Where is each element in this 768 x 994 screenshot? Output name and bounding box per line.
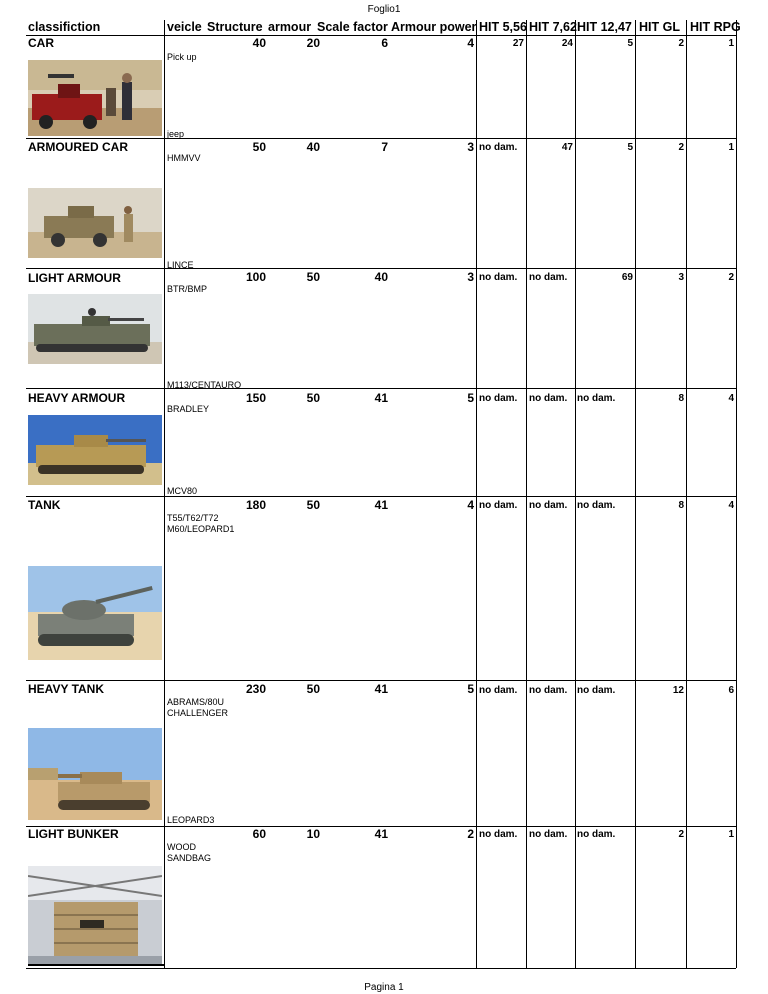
scale-factor-cell: 41 [374,827,388,841]
vehicle-name: MCV80 [167,486,198,496]
armour-power-cell: 3 [467,270,474,284]
armour-power-cell: 5 [467,391,474,405]
classification-cell: LIGHT ARMOUR [28,271,121,285]
header-structure: Structure [207,20,263,34]
header-hit-1247: HIT 12,47 [577,20,632,34]
grid-line [736,20,737,968]
hit-gl-cell: 3 [678,272,684,283]
armour-power-cell: 2 [467,827,474,841]
scale-factor-cell: 40 [374,270,388,284]
vehicle-name: SANDBAG [167,853,212,863]
vehicle-name: M60/LEOPARD1 [167,524,235,534]
scale-factor-cell: 41 [374,682,388,696]
header-hit-762: HIT 7,62 [529,20,577,34]
header-hit-rpg: HIT RPG [690,20,741,34]
hit-762-cell: 47 [561,142,573,153]
hit-gl-cell: 8 [678,500,684,511]
hit-556-cell: no dam. [479,142,518,153]
hit-556-cell: 27 [512,38,524,49]
vehicle-name: Pick up [167,52,197,62]
hit-1247-cell: no dam. [577,685,616,696]
classification-cell: CAR [28,36,54,50]
hit-556-cell: no dam. [479,272,518,283]
hit-gl-cell: 12 [672,685,684,696]
armour-cell: 20 [306,36,320,50]
header-armour: armour [268,20,312,34]
hit-1247-cell: no dam. [577,500,616,511]
vehicle-name: M113/CENTAURO [167,380,242,390]
row-divider [26,496,736,497]
bradley-photo [28,415,162,485]
hit-762-cell: no dam. [529,393,568,404]
hit-rpg-cell: 1 [728,829,734,840]
bmp-photo [28,294,162,364]
hit-1247-cell: 5 [627,38,633,49]
armour-cell: 50 [306,270,320,284]
vehicle-name: ABRAMS/80U [167,697,225,707]
hit-gl-cell: 8 [678,393,684,404]
hit-rpg-cell: 1 [728,38,734,49]
armour-cell: 50 [306,391,320,405]
row-divider [26,138,736,139]
vehicle-name: WOOD [167,842,196,852]
hit-556-cell: no dam. [479,393,518,404]
scale-factor-cell: 41 [374,498,388,512]
scale-factor-cell: 7 [381,140,388,154]
vehicle-name: LINCE [167,260,194,270]
page-footer: Pagina 1 [364,982,404,993]
hit-rpg-cell: 2 [728,272,734,283]
structure-cell: 40 [252,36,266,50]
armour-cell: 50 [306,682,320,696]
row-divider [26,268,736,269]
vehicle-name: BTR/BMP [167,284,208,294]
armour-power-cell: 3 [467,140,474,154]
t55-tank-photo [28,566,162,660]
hit-rpg-cell: 6 [728,685,734,696]
hit-gl-cell: 2 [678,38,684,49]
structure-cell: 100 [245,270,266,284]
hit-gl-cell: 2 [678,142,684,153]
sandbag-bunker-photo [28,866,162,964]
classification-cell: HEAVY TANK [28,682,105,696]
header-armour-power: Armour power [391,20,477,34]
vehicle-name: LEOPARD3 [167,815,215,825]
row-divider [26,680,736,681]
scale-factor-cell: 41 [374,391,388,405]
header-hit-gl: HIT GL [639,20,680,34]
hit-rpg-cell: 4 [728,393,734,404]
hit-556-cell: no dam. [479,500,518,511]
armour-power-cell: 5 [467,682,474,696]
spreadsheet [26,20,741,969]
classification-cell: LIGHT BUNKER [28,827,119,841]
classification-cell: ARMOURED CAR [28,140,128,154]
header-vehicle: veicle [167,20,202,34]
hit-762-cell: 24 [561,38,573,49]
classification-cell: HEAVY ARMOUR [28,391,126,405]
vehicle-name: HMMVV [167,153,201,163]
header-classification: classifiction [28,20,101,34]
row-divider [26,388,736,389]
armour-cell: 50 [306,498,320,512]
photo-border [28,964,164,966]
hit-556-cell: no dam. [479,829,518,840]
armour-power-cell: 4 [467,498,474,512]
hit-rpg-cell: 1 [728,142,734,153]
hit-1247-cell: 69 [621,272,633,283]
hit-rpg-cell: 4 [728,500,734,511]
hit-762-cell: no dam. [529,685,568,696]
hit-762-cell: no dam. [529,829,568,840]
vehicle-name: T55/T62/T72 [167,513,219,523]
structure-cell: 50 [252,140,266,154]
classification-cell: TANK [28,498,61,512]
hit-762-cell: no dam. [529,272,568,283]
header-scale-factor: Scale factor [317,20,388,34]
pickup-truck-photo [28,60,162,136]
scale-factor-cell: 6 [381,36,388,50]
hit-gl-cell: 2 [678,829,684,840]
hit-1247-cell: no dam. [577,393,616,404]
structure-cell: 150 [245,391,266,405]
armour-cell: 40 [306,140,320,154]
header-hit-556: HIT 5,56 [479,20,527,34]
hit-762-cell: no dam. [529,500,568,511]
sheet-title: Foglio1 [367,4,401,15]
vehicle-name: BRADLEY [167,404,210,414]
hit-1247-cell: no dam. [577,829,616,840]
vehicle-name: CHALLENGER [167,708,229,718]
humvee-photo [28,188,162,258]
structure-cell: 230 [245,682,266,696]
structure-cell: 60 [252,827,266,841]
vehicle-name: jeep [167,129,185,139]
hit-1247-cell: 5 [627,142,633,153]
armour-cell: 10 [306,827,320,841]
structure-cell: 180 [245,498,266,512]
hit-556-cell: no dam. [479,685,518,696]
abrams-tank-photo [28,728,162,820]
armour-power-cell: 4 [467,36,474,50]
